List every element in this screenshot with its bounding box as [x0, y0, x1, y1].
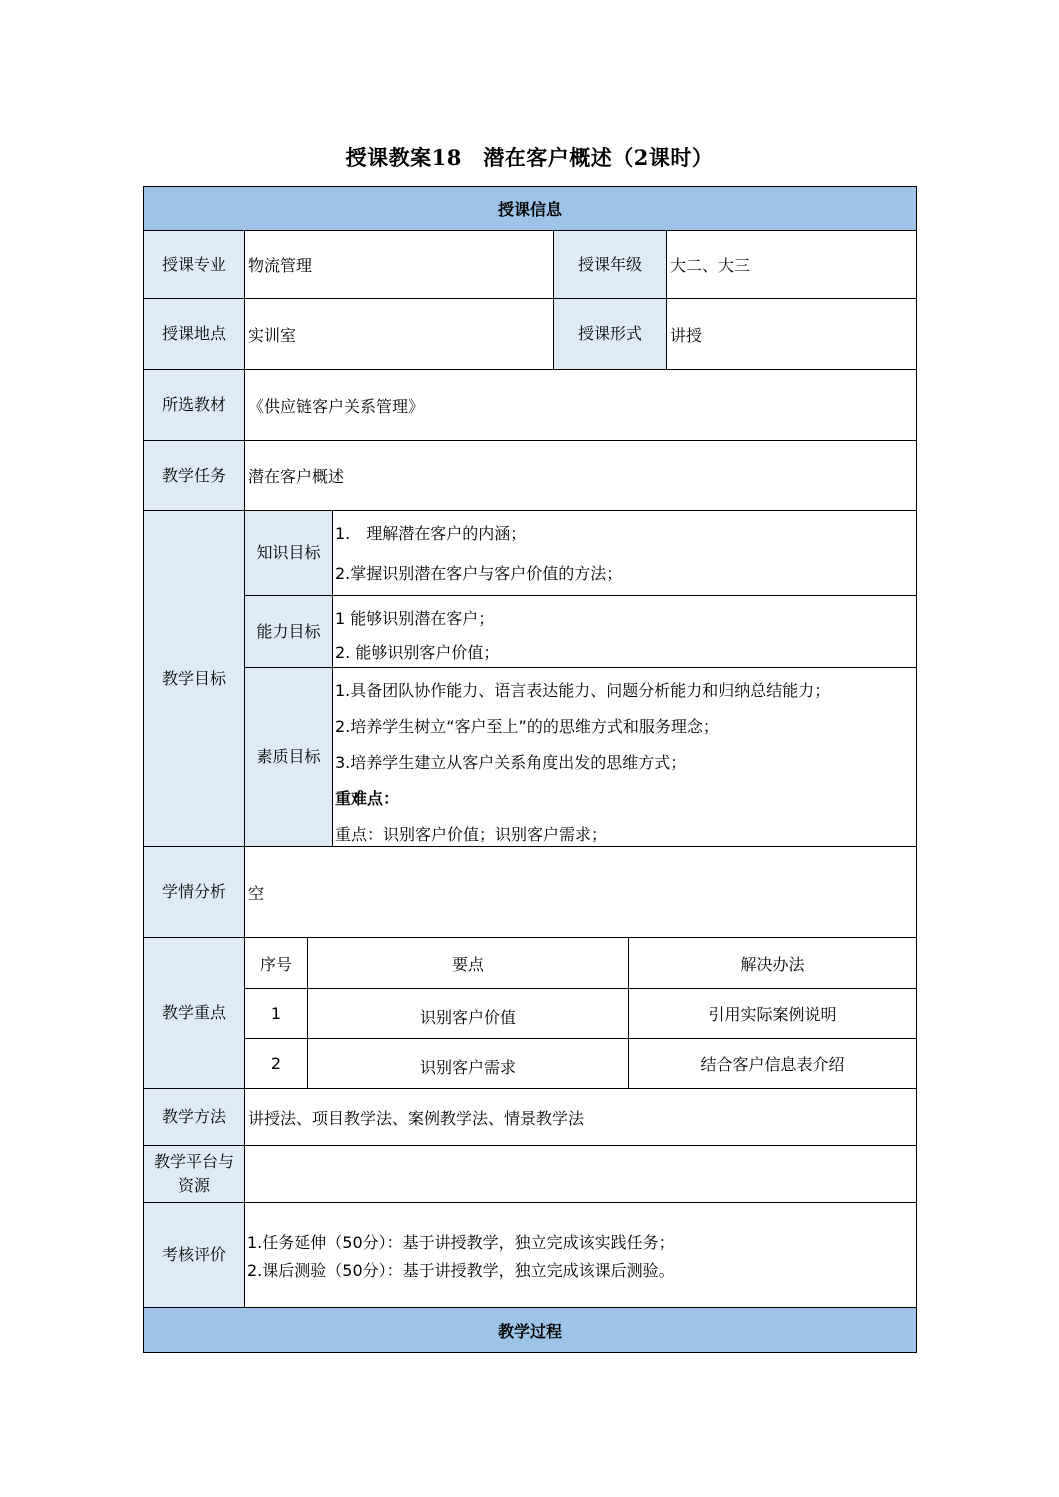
- major-value: 物流管理: [245, 231, 554, 299]
- knowledge-content: [333, 511, 916, 596]
- lesson-plan-table: [143, 186, 917, 1353]
- keypoints-row-1-point: 识别客户价值: [308, 989, 629, 1039]
- ability-line-2: 2. 能够识别客户价值；: [335, 643, 500, 662]
- ability-line-1: 1 能够识别潜在客户；: [335, 609, 495, 628]
- keypoints-row-2-solution: 结合客户信息表介绍: [629, 1039, 916, 1089]
- assessment-line-1: 1.任务延伸（50分）：基于讲授教学，独立完成该实践任务；: [247, 1233, 675, 1252]
- knowledge-line-2: 2.掌握识别潜在客户与客户价值的方法；: [335, 564, 623, 583]
- keypoints-row-2-no: 2: [245, 1039, 308, 1089]
- analysis-label: 学情分析: [144, 847, 245, 938]
- method-value: 讲授法、项目教学法、案例教学法、情景教学法: [245, 1089, 916, 1146]
- task-label: 教学任务: [144, 441, 245, 511]
- assessment-label: 考核评价: [144, 1203, 245, 1308]
- quality-content: [333, 668, 916, 847]
- goals-label: 教学目标: [144, 511, 245, 847]
- grade-label: 授课年级: [554, 231, 667, 299]
- quality-label: 素质目标: [245, 668, 333, 847]
- method-label: 教学方法: [144, 1089, 245, 1146]
- knowledge-label: 知识目标: [245, 511, 333, 596]
- knowledge-line-1: 1. 理解潜在客户的内涵；: [335, 524, 527, 543]
- keypoints-row-1-no: 1: [245, 989, 308, 1039]
- textbook-value: 《供应链客户关系管理》: [245, 370, 916, 441]
- keypoints-header-no: 序号: [245, 938, 308, 989]
- difficulty-line: 重点：识别客户价值；识别客户需求；: [335, 825, 608, 844]
- assessment-line-2: 2.课后测验（50分）：基于讲授教学，独立完成该课后测验。: [247, 1261, 675, 1280]
- platform-label: [144, 1146, 245, 1203]
- ability-content: [333, 596, 916, 668]
- form-value: 讲授: [667, 299, 916, 370]
- page-title: 授课教案18 潜在客户概述（2课时）: [345, 145, 714, 170]
- section-header-info: 授课信息: [144, 187, 916, 231]
- platform-label-line-1: 教学平台与: [153, 1152, 234, 1171]
- platform-label-line-2: 资源: [177, 1176, 210, 1195]
- keypoints-header-solution: 解决办法: [629, 938, 916, 989]
- place-value: 实训室: [245, 299, 554, 370]
- form-label: 授课形式: [554, 299, 667, 370]
- keypoints-header-point: 要点: [308, 938, 629, 989]
- analysis-value: 空: [245, 847, 916, 938]
- ability-label: 能力目标: [245, 596, 333, 668]
- platform-value: [245, 1146, 916, 1203]
- quality-line-2: 2.培养学生树立“客户至上”的的思维方式和服务理念；: [335, 717, 719, 736]
- assessment-content: [245, 1203, 916, 1308]
- quality-line-3: 3.培养学生建立从客户关系角度出发的思维方式；: [335, 753, 687, 772]
- grade-value: 大二、大三: [667, 231, 916, 299]
- keypoints-row-2-point: 识别客户需求: [308, 1039, 629, 1089]
- task-value: 潜在客户概述: [245, 441, 916, 511]
- section-header-process: 教学过程: [144, 1308, 916, 1352]
- difficulty-heading: 重难点：: [335, 789, 400, 808]
- quality-line-1: 1.具备团队协作能力、语言表达能力、问题分析能力和归纳总结能力；: [335, 681, 831, 700]
- major-label: 授课专业: [144, 231, 245, 299]
- keypoints-row-1-solution: 引用实际案例说明: [629, 989, 916, 1039]
- place-label: 授课地点: [144, 299, 245, 370]
- textbook-label: 所选教材: [144, 370, 245, 441]
- keypoints-label: 教学重点: [144, 938, 245, 1089]
